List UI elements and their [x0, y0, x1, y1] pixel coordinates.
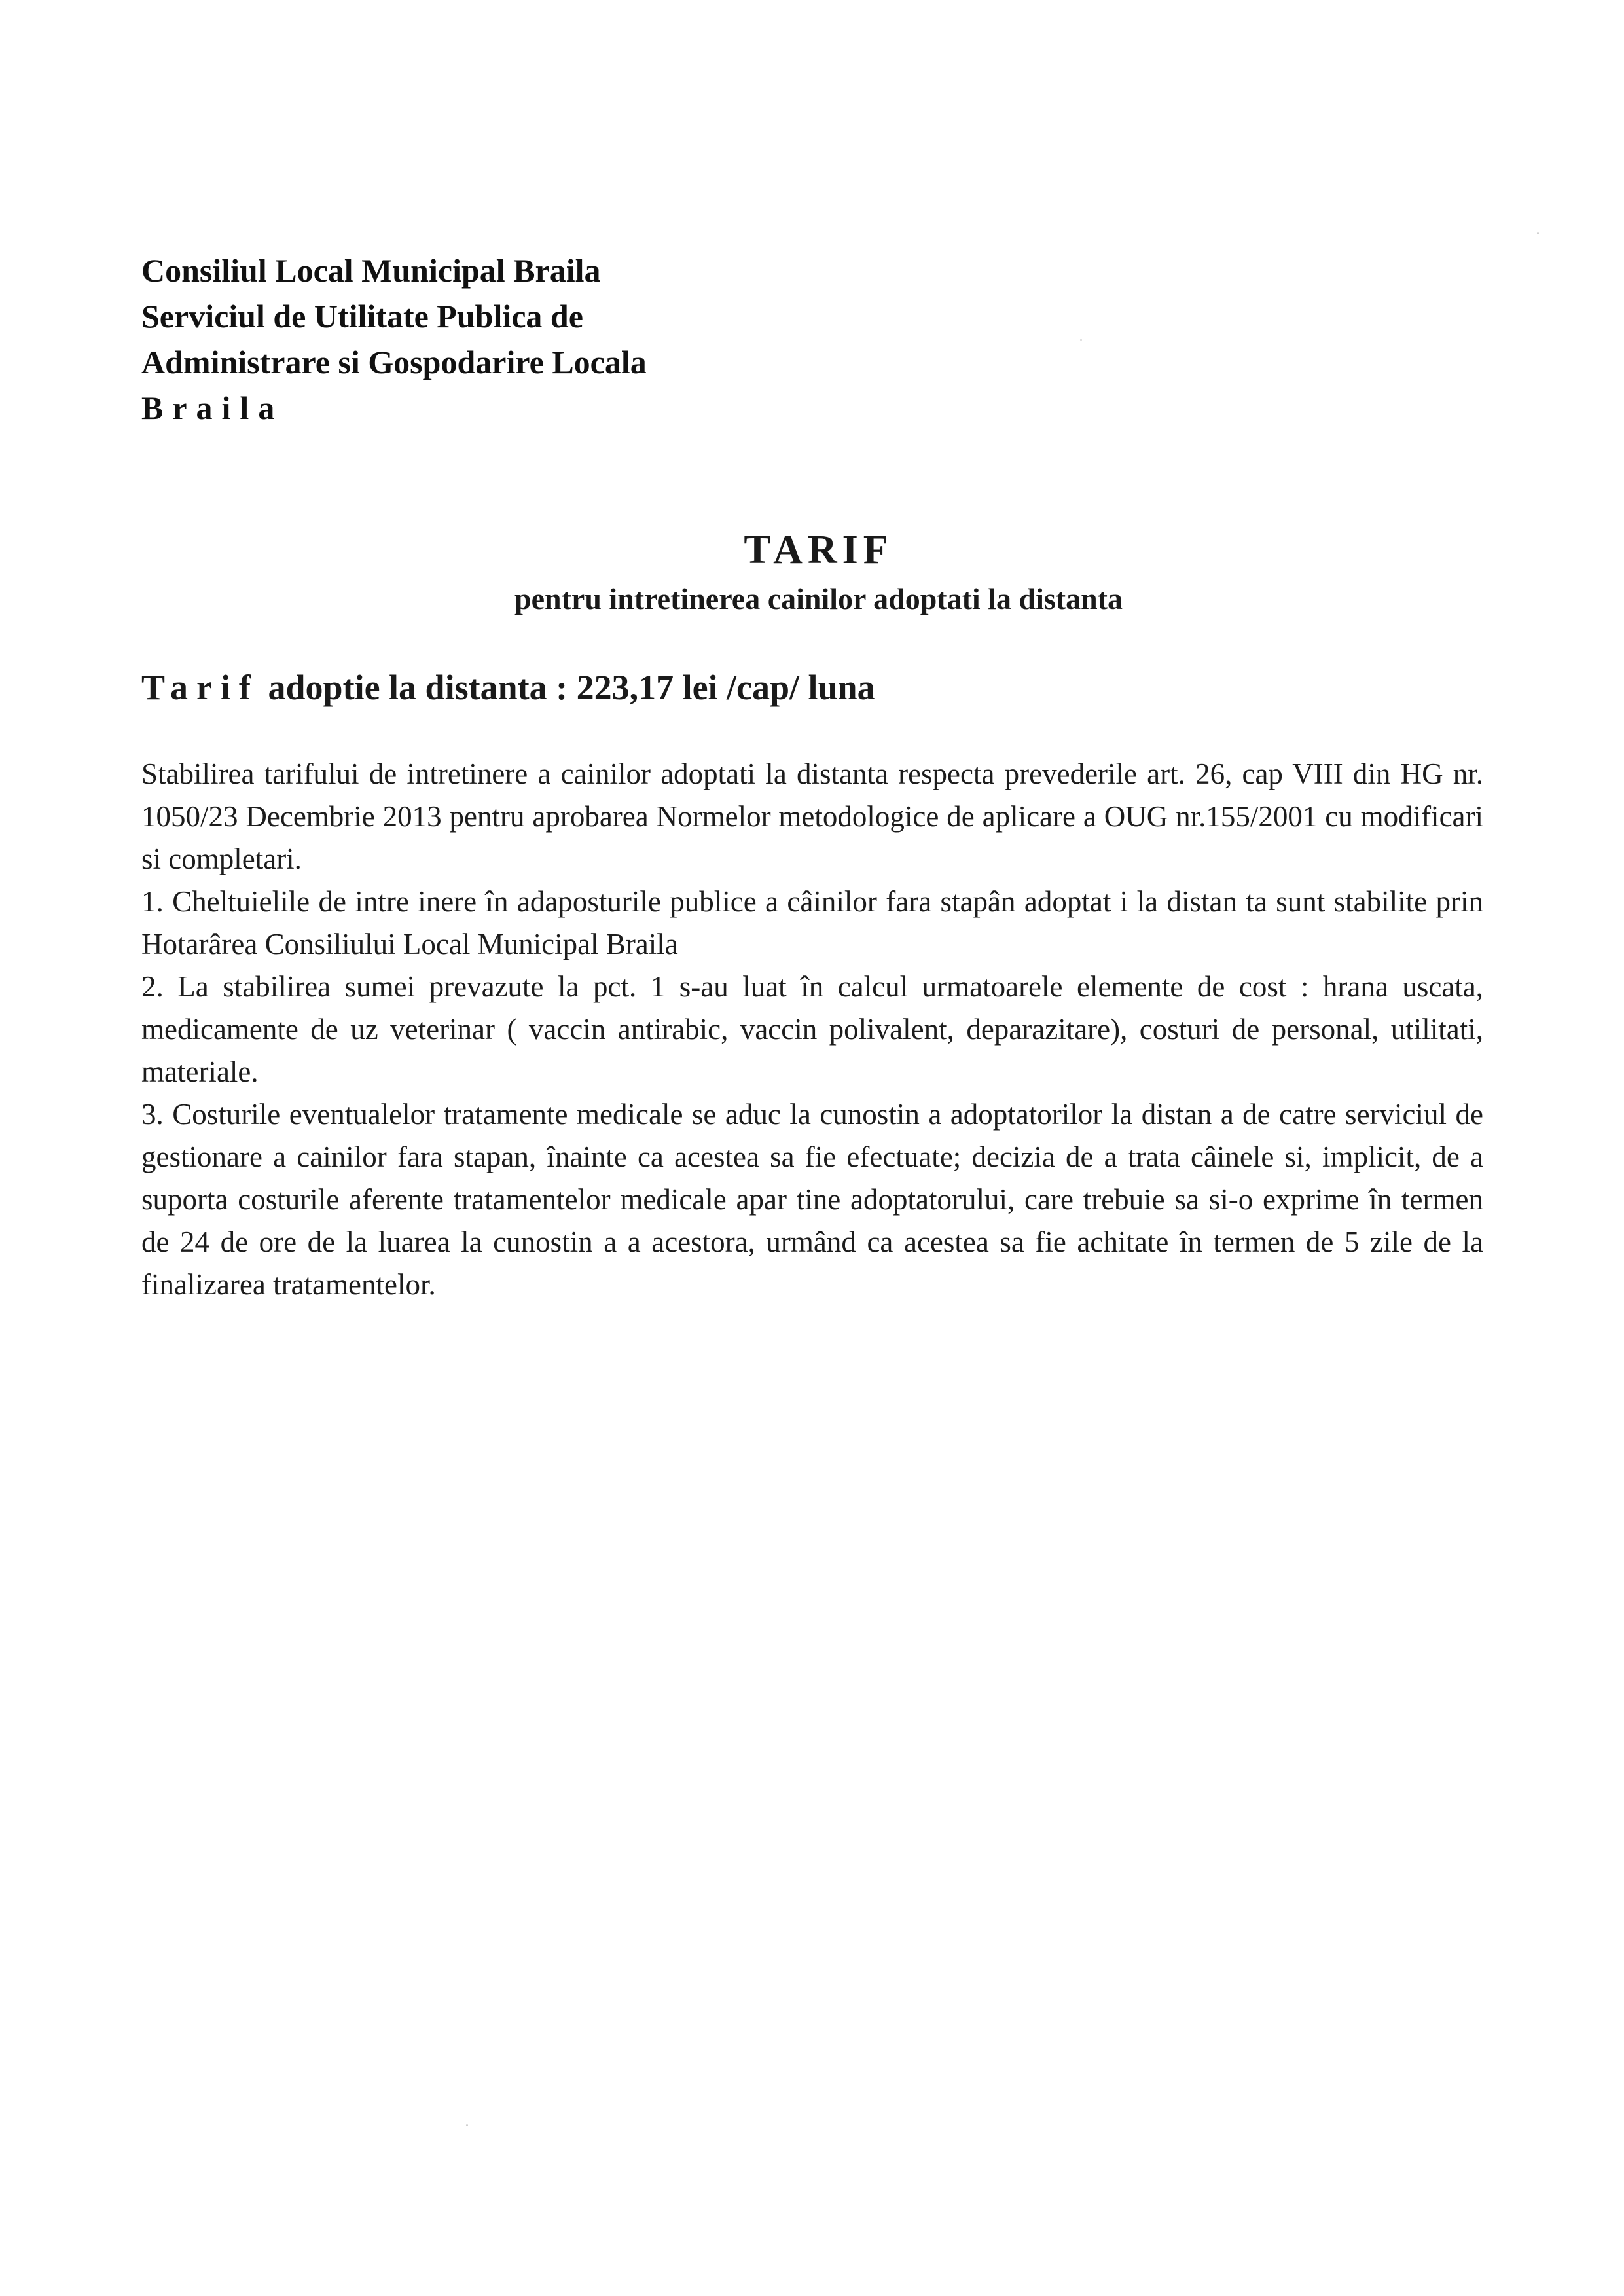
- document-body: [141, 753, 1483, 1306]
- header-line-administration: Administrare si Gospodarire Locala: [141, 344, 647, 380]
- document-subtitle: pentru intretinerea cainilor adoptati la distanta: [514, 582, 1123, 615]
- document-title-block: [0, 524, 1624, 622]
- scan-speck: [466, 2124, 468, 2126]
- tariff-statement: [141, 661, 875, 714]
- header-line-city: Braila: [141, 390, 284, 426]
- tariff-label-spaced: Tarif: [141, 668, 260, 707]
- scan-speck: [1537, 232, 1539, 234]
- tariff-value: 223,17 lei /cap/ luna: [576, 668, 875, 707]
- scan-speck: [1080, 339, 1082, 341]
- paragraph-point-1: 1. Cheltuielile de intre inere în adaposturile publice a câinilor fara stapân adoptat i la distan ta sunt stabilite prin Hotarârea Consiliului Local Municipal Braila: [141, 885, 1483, 960]
- document-title: TARIF: [744, 528, 893, 572]
- paragraph-intro: Stabilirea tarifului de intretinere a cainilor adoptati la distanta respecta prevederile art. 26, cap VIII din HG nr. 1050/23 Decembrie 2013 pentru aprobarea Normelor metodologice de aplicare a OUG nr.155/2001 cu modificari si completari.: [141, 757, 1483, 875]
- paragraph-point-3: 3. Costurile eventualelor tratamente medicale se aduc la cunostin a adoptatorilor la distan a de catre serviciul de gestionare a cainilor fara stapan, înainte ca acestea sa fie efectuate; decizia de a trata câinele si, implicit, de a suporta costurile aferente tratamentelor medicale apar tine adoptatorului, care trebuie sa si-o exprime în termen de 24 de ore de la luarea la cunostin a a acestora, urmând ca acestea sa fie achitate în termen de 5 zile de la finalizarea tratamentelor.: [141, 1098, 1483, 1301]
- paragraph-point-2: 2. La stabilirea sumei prevazute la pct. 1 s-au luat în calcul urmatoarele elemente de cost : hrana uscata, medicamente de uz veterinar ( vaccin antirabic, vaccin polivalent, deparazitare), costuri de personal, utilitati, materiale.: [141, 970, 1483, 1088]
- tariff-label-rest: adoptie la distanta :: [259, 668, 577, 707]
- header-line-service: Serviciul de Utilitate Publica de: [141, 298, 583, 335]
- institution-header: [141, 247, 647, 431]
- header-line-council: Consiliul Local Municipal Braila: [141, 252, 601, 289]
